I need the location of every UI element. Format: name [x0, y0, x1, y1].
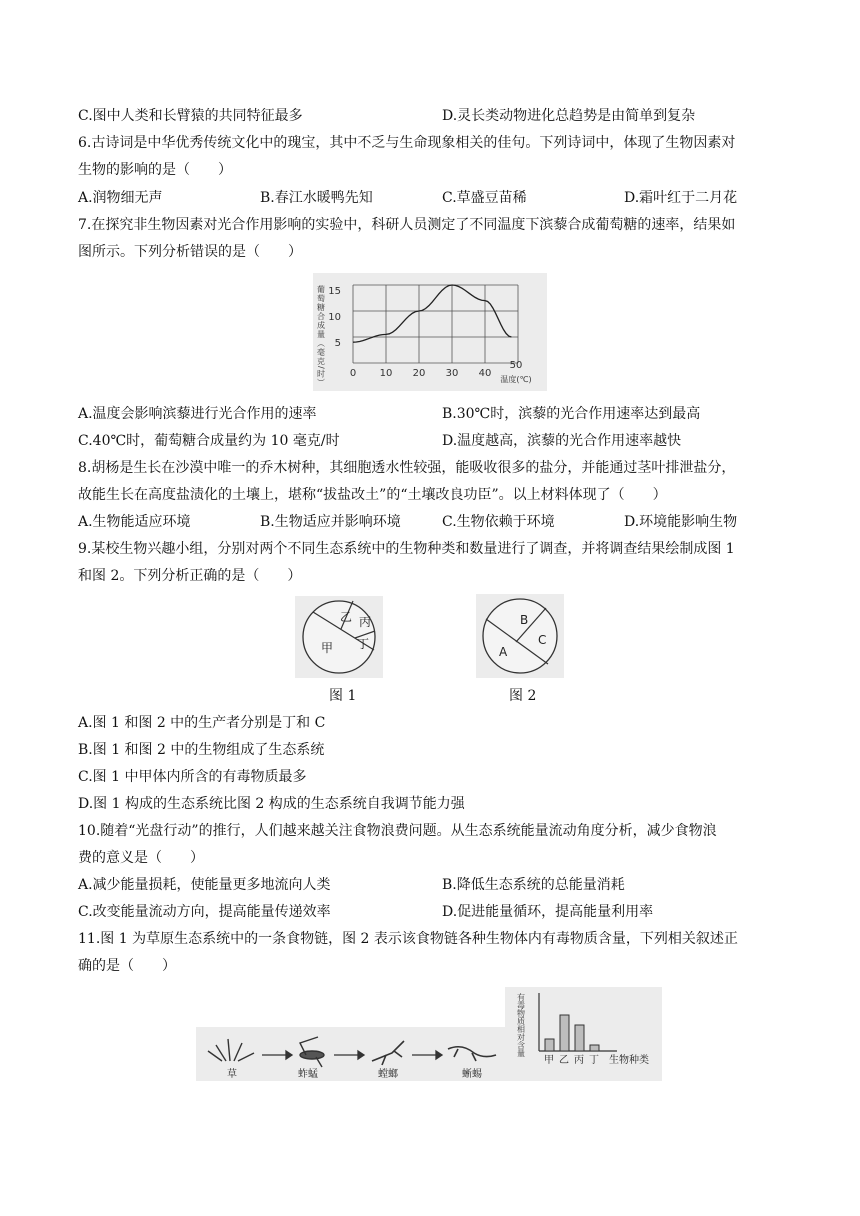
q8-option-d: D.环境能影响生物	[624, 514, 738, 530]
pie2-label-a: A	[499, 645, 508, 659]
q6-option-d: D.霜叶红于二月花	[624, 190, 738, 206]
q9-pie-figure-1	[295, 596, 383, 678]
q9-stem-line2: 和图 2。下列分析正确的是（ ）	[78, 568, 302, 584]
q8-stem-line1: 8.胡杨是生长在沙漠中唯一的乔木树种，其细胞透水性较强，能吸收很多的盐分，并能通过茎叶排泄盐分，	[78, 460, 736, 476]
pie1-label-yi: 乙	[340, 610, 353, 624]
q11-x-bing: 丙	[574, 1055, 584, 1066]
pie2-label-c: C	[538, 633, 547, 647]
chain-lizard: 蜥蜴	[462, 1069, 482, 1080]
q9-stem-line1: 9.某校生物兴趣小组，分别对两个不同生态系统中的生物种类和数量进行了调查，并将调查结果绘制成图 1	[78, 541, 735, 557]
grasshopper-icon	[300, 1037, 324, 1067]
pie2-label-b: B	[520, 613, 529, 627]
q9-pie2-svg	[476, 594, 564, 678]
q7-xtick-0: 0	[349, 368, 357, 379]
arrow-icon	[262, 1051, 292, 1059]
bar-jia	[545, 1039, 554, 1051]
q7-curve	[353, 285, 511, 342]
q9-caption-1: 图 1	[329, 688, 357, 704]
chain-grasshopper: 蚱蜢	[298, 1069, 318, 1080]
q7-ytick-15: 15	[328, 286, 341, 297]
q6-option-b: B.春江水暖鸭先知	[260, 190, 373, 206]
q10-option-d: D.促进能量循环，提高能量利用率	[442, 904, 654, 920]
q8-option-b: B.生物适应并影响环境	[260, 514, 401, 530]
arrow-icon	[412, 1051, 442, 1059]
q8-option-a: A.生物能适应环境	[78, 514, 191, 530]
pie1-label-bing: 丙	[359, 615, 372, 629]
q7-xtick-30: 30	[445, 368, 459, 379]
q7-xtick-20: 20	[412, 368, 426, 379]
q7-option-c: C.40℃时，葡萄糖合成量约为 10 毫克/时	[78, 433, 340, 449]
q7-ytick-10: 10	[328, 312, 341, 323]
q11-x-yi: 乙	[559, 1055, 569, 1066]
q9-option-b: B.图 1 和图 2 中的生物组成了生态系统	[78, 742, 325, 758]
q10-stem-line2: 费的意义是（ ）	[78, 850, 204, 866]
q7-xtick-50: 50	[509, 360, 523, 371]
q9-option-a: A.图 1 和图 2 中的生产者分别是丁和 C	[78, 715, 326, 731]
mantis-icon	[372, 1041, 404, 1065]
q7-ytick-5: 5	[334, 338, 341, 349]
bar-bing	[575, 1025, 584, 1051]
q9-option-c: C.图 1 中甲体内所含的有毒物质最多	[78, 769, 307, 785]
q10-stem-line1: 10.随着“光盘行动”的推行，人们越来越关注食物浪费问题。从生态系统能量流动角度分析，减少食物浪	[78, 823, 717, 839]
q7-option-a: A.温度会影响滨藜进行光合作用的速率	[78, 406, 317, 422]
q7-xtick-40: 40	[478, 368, 492, 379]
q11-ylabel: 有毒物质相对含量	[516, 993, 526, 1057]
chain-grass: 草	[227, 1069, 237, 1080]
q11-chain-svg	[196, 1027, 512, 1081]
q7-temperature-chart	[313, 273, 547, 391]
q10-option-b: B.降低生态系统的总能量消耗	[442, 877, 625, 893]
q11-stem-line2: 确的是（ ）	[78, 958, 176, 974]
lizard-icon	[448, 1047, 496, 1061]
q11-x-jia: 甲	[544, 1055, 554, 1066]
q6-stem-line2: 生物的影响的是（ ）	[78, 162, 232, 178]
pie1-label-ding: 丁	[357, 637, 370, 651]
bar-ding	[590, 1045, 599, 1051]
q10-option-c: C.改变能量流动方向，提高能量传递效率	[78, 904, 331, 920]
q9-caption-2: 图 2	[509, 688, 537, 704]
q7-option-b: B.30℃时，滨藜的光合作用速率达到最高	[442, 406, 701, 422]
q7-ylabel: 葡萄糖合成量（毫克/时）	[316, 285, 326, 388]
q7-chart-svg	[313, 273, 547, 391]
q5-option-c: C.图中人类和长臂猿的共同特征最多	[78, 108, 303, 124]
pie1-label-jia: 甲	[321, 641, 334, 655]
q7-grid	[353, 285, 518, 363]
q11-stem-line1: 11.图 1 为草原生态系统中的一条食物链，图 2 表示该食物链各种生物体内有毒物质含量，下列相关叙述正	[78, 931, 738, 947]
q5-option-d: D.灵长类动物进化总趋势是由简单到复杂	[442, 108, 696, 124]
q7-option-d: D.温度越高，滨藜的光合作用速率越快	[442, 433, 682, 449]
q6-stem-line1: 6.古诗词是中华优秀传统文化中的瑰宝，其中不乏与生命现象相关的佳句。下列诗词中，体现了生物因素对	[78, 135, 736, 151]
q7-stem-line1: 7.在探究非生物因素对光合作用影响的实验中，科研人员测定了不同温度下滨藜合成葡萄糖的速率，结果如	[78, 217, 736, 233]
q9-pie1-svg	[295, 596, 383, 678]
grass-icon	[208, 1039, 254, 1061]
q11-xlabel: 生物种类	[609, 1055, 649, 1066]
bar-yi	[560, 1015, 569, 1051]
q7-xtick-10: 10	[379, 368, 393, 379]
arrow-icon	[334, 1051, 364, 1059]
q8-stem-line2: 故能生长在高度盐渍化的土壤上，堪称“拔盐改土”的“土壤改良功臣”。以上材料体现了（ ）	[78, 487, 667, 503]
q10-option-a: A.减少能量损耗，使能量更多地流向人类	[78, 877, 331, 893]
q8-option-c: C.生物依赖于环境	[442, 514, 555, 530]
q9-pie-figure-2	[476, 594, 564, 678]
q7-stem-line2: 图所示。下列分析错误的是（ ）	[78, 244, 302, 260]
q6-option-c: C.草盛豆苗稀	[442, 190, 527, 206]
q11-food-chain-figure	[196, 1027, 512, 1081]
q9-option-d: D.图 1 构成的生态系统比图 2 构成的生态系统自我调节能力强	[78, 796, 465, 812]
q11-bar-svg	[505, 987, 662, 1081]
q7-xlabel: 温度(℃)	[500, 375, 532, 384]
q11-x-ding: 丁	[589, 1055, 599, 1066]
chain-mantis: 螳螂	[378, 1069, 398, 1080]
q11-toxin-bar-chart	[505, 987, 662, 1081]
q6-option-a: A.润物细无声	[78, 190, 163, 206]
